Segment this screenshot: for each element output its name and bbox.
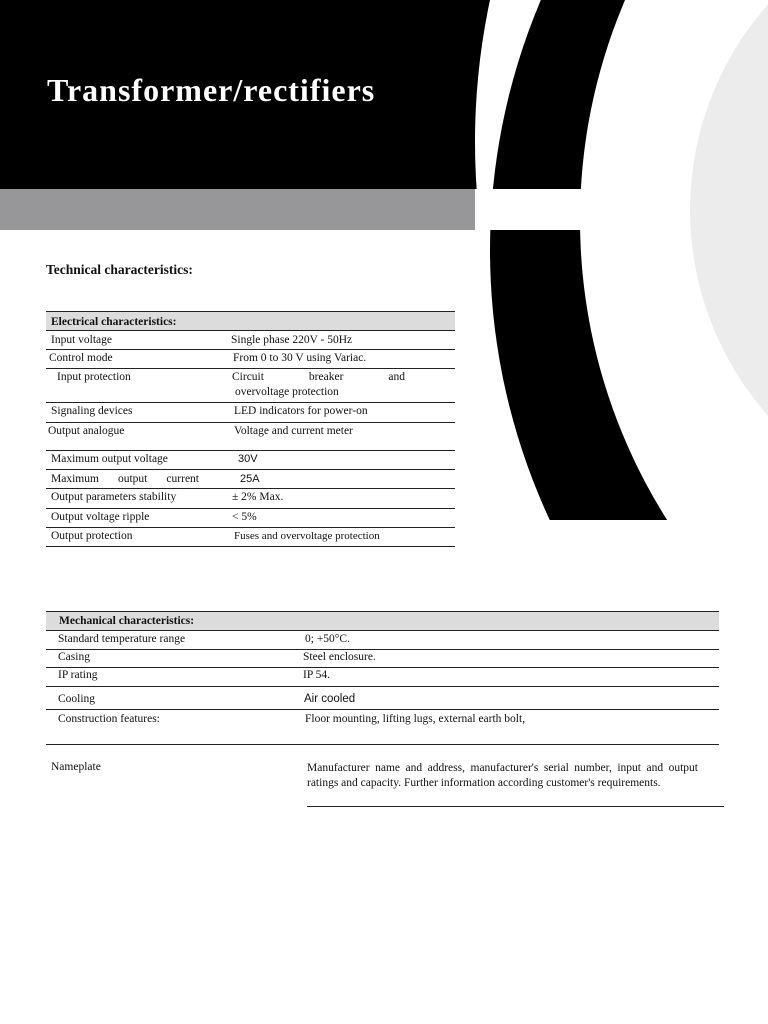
row-value: Floor mounting, lifting lugs, external earth bolt, — [305, 713, 526, 725]
table-row — [46, 489, 455, 509]
row-value: ± 2% Max. — [232, 491, 284, 503]
table-row — [46, 528, 455, 547]
row-value: IP 54. — [303, 669, 331, 681]
row-value: Single phase 220V - 50Hz — [231, 334, 353, 346]
row-value: Air cooled — [304, 693, 356, 705]
table-header-row — [46, 311, 455, 331]
table-row — [46, 470, 455, 489]
row-label: Input protection — [57, 371, 131, 383]
table-row — [46, 631, 719, 650]
table-row — [46, 423, 455, 451]
table-row — [46, 710, 719, 745]
page-title: Transformer/rectifiers — [47, 72, 376, 108]
table-heading: Mechanical characteristics: — [59, 615, 195, 627]
nameplate-value: Manufacturer name and address, manufacturer's serial number, input and output ratings and capacity. Further information according customer's requirements. — [307, 762, 698, 789]
row-label: Output analogue — [48, 425, 125, 437]
table-row — [46, 687, 719, 710]
row-value: Circuit breaker and — [232, 371, 405, 383]
row-label: Signaling devices — [51, 405, 133, 417]
row-label: IP rating — [58, 669, 98, 681]
row-label: Maximum output current — [51, 473, 199, 485]
row-label: Cooling — [58, 693, 96, 705]
table-row — [46, 451, 455, 470]
row-value: Voltage and current meter — [234, 425, 353, 437]
row-value: < 5% — [232, 511, 257, 523]
row-label: Construction features: — [58, 713, 160, 725]
row-label: Maximum output voltage — [51, 453, 168, 465]
row-value-continued: overvoltage protection — [235, 386, 339, 398]
row-label: Casing — [58, 651, 90, 663]
row-value: Steel enclosure. — [303, 651, 376, 663]
table-row — [46, 331, 455, 350]
row-value: From 0 to 30 V using Variac. — [233, 352, 367, 364]
table-row — [46, 650, 719, 668]
table-row — [46, 350, 455, 369]
table-row — [46, 509, 455, 528]
table-heading: Electrical characteristics: — [51, 316, 177, 328]
row-value: 25A — [240, 473, 260, 485]
row-label: Output voltage ripple — [51, 511, 150, 523]
nameplate-divider — [307, 806, 724, 807]
nameplate-label: Nameplate — [51, 761, 101, 773]
row-label: Input voltage — [51, 334, 112, 346]
row-value: 30V — [238, 453, 258, 465]
row-value: LED indicators for power-on — [234, 405, 368, 417]
row-label: Control mode — [49, 352, 113, 364]
table-header-row — [46, 611, 719, 631]
section-heading: Technical characteristics: — [46, 262, 193, 277]
row-label: Output parameters stability — [51, 491, 177, 503]
table-row — [46, 668, 719, 687]
row-label: Output protection — [51, 530, 133, 542]
table-row — [46, 369, 455, 403]
row-value: Fuses and overvoltage protection — [234, 530, 380, 542]
table-row — [46, 403, 455, 423]
row-label: Standard temperature range — [58, 633, 186, 645]
row-value: 0; +50°C. — [305, 633, 350, 645]
